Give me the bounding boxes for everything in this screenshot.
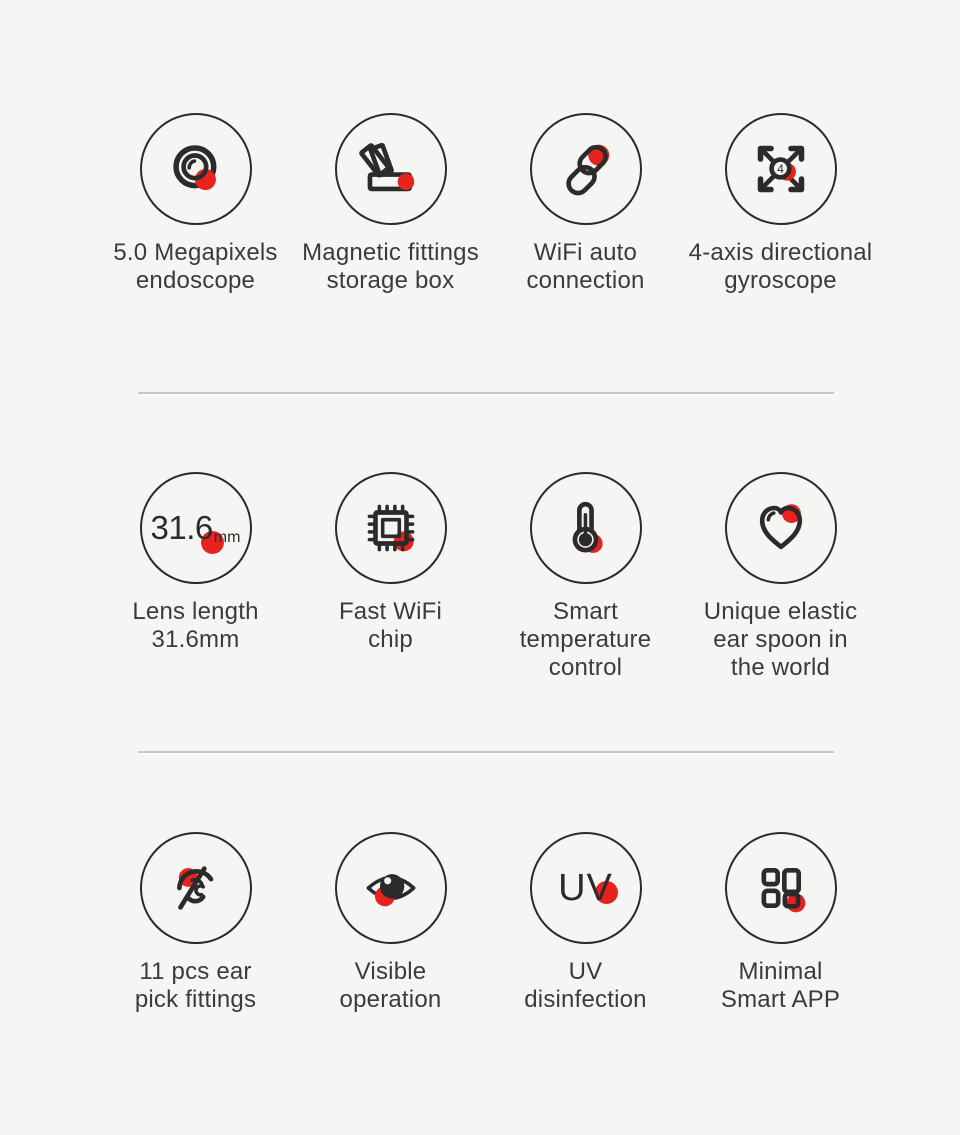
label-line: Smart APP: [720, 986, 841, 1013]
feature-ear-pick-fittings: [98, 832, 293, 1014]
feature-circle: [530, 472, 642, 584]
feature-label: [132, 598, 258, 654]
label-line: 11 pcs ear: [139, 958, 252, 985]
label-line: Minimal: [738, 958, 823, 985]
feature-megapixels-endoscope: [98, 113, 293, 295]
gyro-axis-count: 4: [776, 161, 784, 176]
label-line: temperature: [519, 626, 652, 653]
feature-four-axis-gyroscope: [683, 113, 878, 295]
label-line: storage box: [326, 267, 455, 294]
lens-length-value: 31.6: [150, 509, 213, 546]
label-line: Fast WiFi: [338, 598, 443, 625]
heart-icon: [750, 497, 812, 559]
label-line: Unique elastic: [703, 598, 858, 625]
label-line: disinfection: [524, 986, 647, 1013]
feature-label: [113, 239, 277, 295]
feature-circle: [140, 472, 252, 584]
feature-elastic-ear-spoon: [683, 472, 878, 682]
feature-smart-temperature-control: [488, 472, 683, 682]
label-line: gyroscope: [724, 267, 837, 294]
feature-circle: [725, 113, 837, 225]
feature-circle: [530, 832, 642, 944]
label-line: endoscope: [135, 267, 256, 294]
feature-magnetic-storage-box: [293, 113, 488, 295]
uv-badge: [558, 867, 613, 910]
feature-label: [524, 958, 646, 1014]
feature-row-2: [98, 472, 878, 682]
app-grid-icon: [750, 857, 812, 919]
feature-label: [339, 598, 442, 654]
label-line: operation: [339, 986, 442, 1013]
uv-text: UV: [558, 866, 613, 909]
feature-uv-disinfection: [488, 832, 683, 1014]
feature-visible-operation: [293, 832, 488, 1014]
feature-lens-length: [98, 472, 293, 682]
label-line: Smart: [552, 598, 618, 625]
label-line: 4-axis directional: [688, 239, 873, 266]
feature-circle: [530, 113, 642, 225]
feature-circle: [725, 472, 837, 584]
feature-circle: [725, 832, 837, 944]
label-line: Magnetic fittings: [302, 239, 479, 266]
feature-circle: [335, 472, 447, 584]
feature-label: [721, 958, 840, 1014]
feature-row-1: [98, 113, 878, 295]
feature-fast-wifi-chip: [293, 472, 488, 682]
feature-circle: [140, 113, 252, 225]
label-line: chip: [368, 626, 413, 653]
camera-lens-icon: [165, 138, 227, 200]
label-line: Visible: [354, 958, 427, 985]
magnet-box-icon: [360, 138, 422, 200]
feature-minimal-smart-app: [683, 832, 878, 1014]
feature-circle: [335, 113, 447, 225]
label-line: WiFi auto: [533, 239, 638, 266]
label-line: ear spoon in: [713, 626, 848, 653]
lens-length-unit: mm: [213, 529, 241, 546]
label-line: the world: [730, 654, 831, 681]
label-line: 5.0 Megapixels: [113, 239, 278, 266]
label-line: control: [548, 654, 623, 681]
feature-circle: [335, 832, 447, 944]
lens-length-badge: [151, 509, 241, 547]
feature-circle: [140, 832, 252, 944]
feature-label: [526, 239, 644, 295]
label-line: UV: [568, 958, 603, 985]
feature-wifi-auto-connection: [488, 113, 683, 295]
label-line: Lens length: [132, 598, 259, 625]
chip-icon: [360, 497, 422, 559]
feature-label: [520, 598, 652, 682]
section-divider: [138, 392, 834, 396]
feature-label: [135, 958, 256, 1014]
thermometer-icon: [555, 497, 617, 559]
feature-label: [302, 239, 479, 295]
feature-label: [704, 598, 858, 682]
section-divider: [138, 751, 834, 755]
feature-label: [689, 239, 873, 295]
eye-icon: [360, 857, 422, 919]
feature-label: [340, 958, 442, 1014]
four-axis-gyro-icon: [750, 138, 812, 200]
feature-row-3: [98, 832, 878, 1014]
ear-pick-icon: [165, 857, 227, 919]
label-line: connection: [526, 267, 645, 294]
label-line: pick fittings: [134, 986, 257, 1013]
label-line: 31.6mm: [151, 626, 240, 653]
chain-link-icon: [555, 138, 617, 200]
